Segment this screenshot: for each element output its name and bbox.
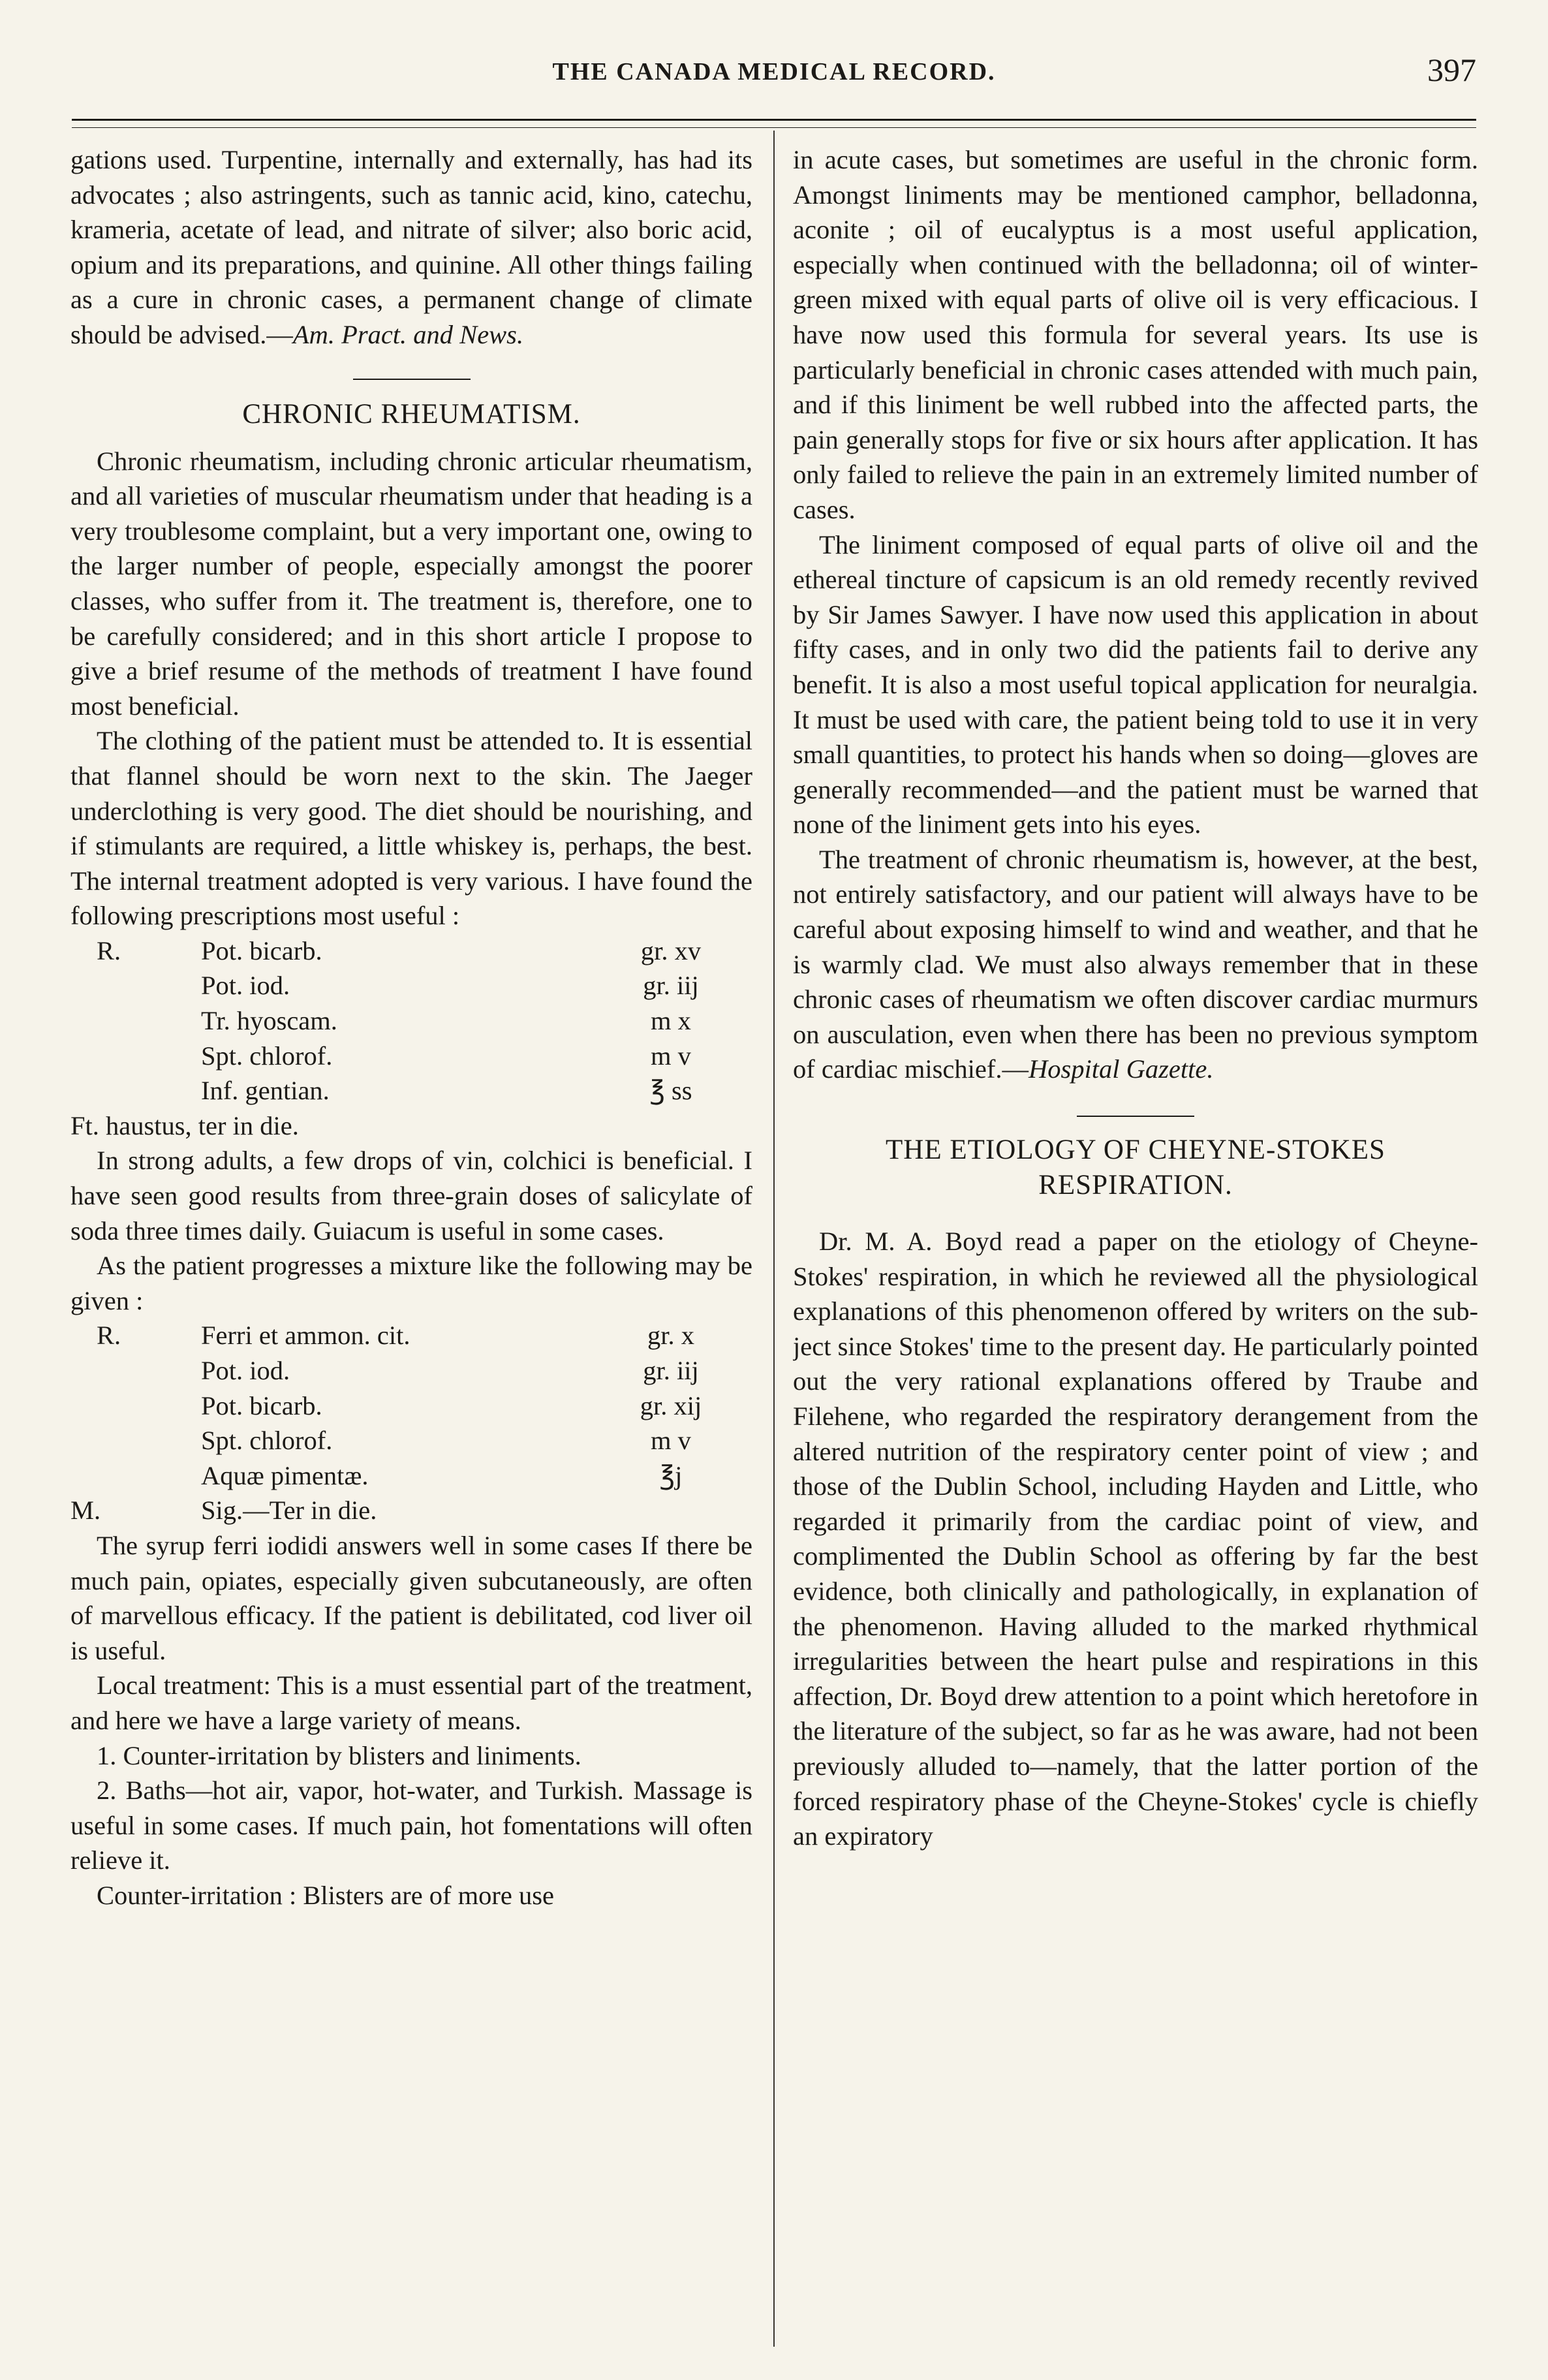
journal-title: THE CANADA MEDICAL RECORD. (552, 58, 996, 86)
rx-symbol: M. (70, 1495, 101, 1526)
prescription-line (70, 968, 752, 1003)
paragraph: in acute cases, but sometimes are useful in the chronic form. Amongst liniments may be mentioned camphor, belladonna, aconite ; oil of eucalyptus is a most useful application, especially when continued with the belladonna; oil of winter-green mixed with equal parts of olive oil is very efficacious. I have now used this formula for several years. Its use is particularly beneficial in chronic cases attended with much pain, and if this liniment be well rubbed into the affected parts, the pain generally stops for five or six hours after application. It has only failed to relieve the pain in an extremely limited number of cases. (793, 145, 1478, 524)
paragraph: The syrup ferri iodidi answers well in some cases If there be much pain, opiates, especially given subcutaneously, are often of marvellous efficacy. If the patient is debilitated, cod liver oil is useful. (70, 1530, 752, 1665)
prescription-direction: Ft. haustus, ter in die. (70, 1110, 299, 1140)
rx-drug: Tr. hyoscam. (201, 1006, 337, 1036)
article-heading: THE ETIOLOGY OF CHEYNE-STOKES RESPIRATION. (886, 1135, 1385, 1201)
paragraph: As the patient progresses a mixture like the following may be given : (70, 1251, 752, 1315)
rx-symbol: R. (97, 1321, 121, 1351)
rx-drug: Aquæ pimentæ. (201, 1460, 369, 1490)
rx-dose: m x (651, 1006, 691, 1036)
paragraph: Dr. M. A. Boyd read a paper on the etiology of Cheyne-Stokes' respiration, in which he reviewed all the physiological explanations of this phenomenon offered by writers on the subject since Stokes' time to the present day. He particularly pointed out the very rational explanations offered by Traube and Filehene, who regarded the respiratory derangement from the altered nutrition of the respiratory center point of view ; and those of the Dublin School, including Hayden and Little, who regarded it primarily from the cardiac point of view, and complimented the Dublin School as offering by far the best evidence, both clinically and pathologically, in explanation of the phenomenon. Having alluded to the marked rhythmical irregularities between the heart pulse and respirations in this affection, Dr. Boyd drew attention to a point which heretofore in the literature of the subject, so far as he was aware, had not been previously alluded to—namely, that the latter portion of the forced respiratory phase of the Cheyne-Stokes' cycle is chiefly an expiratory (793, 1227, 1478, 1851)
section-separator (1077, 1116, 1194, 1117)
paragraph: The clothing of the patient must be attended to. It is essential that flannel should be worn next to the skin. The Jaeger underclothing is very good. The diet should be nourishing, and if stimulants are required, a little whiskey is, perhaps, the best. The internal treatment adopted is very various. I have found the following prescriptions most useful : (70, 726, 752, 931)
rx-dose: gr. iij (643, 1356, 699, 1385)
prescription-line (70, 1003, 752, 1039)
prescription-line (70, 1493, 752, 1528)
prescription-line (70, 1073, 752, 1108)
prescription-line (70, 1039, 752, 1074)
paragraph-text: gations used. Turpentine, internally and externally, has had its advocates ; also astringents, such as tannic acid, kino, catechu, krameria, acetate of lead, and nitrate of silver; also boric acid, opium and its preparations, and quinine. All other things failing as a cure in chronic cases, a permanent change of climate should be advised.— (70, 145, 752, 349)
rx-dose: m v (651, 1426, 691, 1456)
rx-drug: Sig.—Ter in die. (201, 1495, 377, 1526)
rx-symbol: R. (97, 935, 121, 965)
list-item: 1. Counter-irritation by blisters and liniments. (97, 1740, 581, 1770)
prescription-1 (70, 933, 752, 1108)
rx-drug: Inf. gentian. (201, 1076, 330, 1106)
paragraph (793, 842, 1478, 1087)
paragraph (70, 142, 752, 352)
rx-dose: ℥ ss (649, 1076, 692, 1106)
rx-dose: gr. iij (643, 971, 699, 1001)
paragraph: Counter-irritation : Blisters are of more use (97, 1880, 554, 1910)
prescription-line (70, 1388, 752, 1424)
heading-text: CHRONIC RHEUMATISM. (242, 398, 581, 430)
column-divider (773, 131, 775, 2347)
prescription-line (70, 1318, 752, 1353)
rx-drug: Pot. bicarb. (201, 935, 322, 965)
rx-drug: Spt. chlorof. (201, 1426, 333, 1456)
rx-drug: Pot. bicarb. (201, 1390, 322, 1420)
citation: Am. Pract. and News. (292, 319, 524, 349)
paragraph: The liniment composed of equal parts of olive oil and the ethereal tincture of capsicum is an old remedy recently revived by Sir James Sawyer. I have now used this application in about fifty cases, and in only two did the patients fail to derive any benefit. It is also a most useful topical application for neuralgia. It must be used with care, the patient being told to use it in very small quantities, to protect his hands when so doing—gloves are generally recommended—and the patient must be warned that none of the liniment gets into his eyes. (793, 529, 1478, 839)
rx-dose: gr. xij (640, 1390, 702, 1420)
citation: Hospital Gazette. (1028, 1054, 1214, 1084)
prescription-line (70, 933, 752, 969)
prescription-line (70, 1458, 752, 1494)
running-head (72, 51, 1476, 103)
paragraph: Chronic rheumatism, including chronic articular rheumatism, and all varieties of muscular rheumatism under that heading is a very troublesome complaint, but a very important one, owing to the larger number of people, especially amongst the poorer classes, who suffer from it. The treatment is, therefore, one to be carefully considered; and in this short article I propose to give a brief resume of the methods of treatment I have found most beneficial. (70, 446, 752, 721)
article-heading (70, 379, 752, 432)
rx-drug: Pot. iod. (201, 1356, 290, 1385)
rx-drug: Spt. chlorof. (201, 1041, 333, 1071)
prescription-line (70, 1353, 752, 1388)
rx-drug: Pot. iod. (201, 971, 290, 1001)
left-column (70, 142, 752, 2349)
paragraph: In strong adults, a few drops of vin, colchici is beneficial. I have seen good results from three-grain doses of salicylate of soda three times daily. Guiacum is useful in some cases. (70, 1146, 752, 1245)
paragraph: Local treatment: This is a must essential part of the treatment, and here we have a large variety of means. (70, 1670, 752, 1735)
section-separator (353, 379, 471, 380)
rx-dose: ℥j (659, 1460, 683, 1490)
paragraph-text: The treatment of chronic rheumatism is, however, at the best, not entirely satisfactory, and our patient will always have to be careful about exposing himself to wind and weather, and that he is warmly clad. We must also always remember that in these chronic cases of rheumatism we often discover cardiac murmurs on ausculation, even when there has been no previous symptom of cardiac mischief.— (793, 844, 1478, 1084)
rx-drug: Ferri et ammon. cit. (201, 1321, 410, 1351)
right-column (793, 142, 1478, 2349)
list-item: 2. Baths—hot air, vapor, hot-water, and Turkish. Massage is useful in some cases. If much pain, hot fomentations will often relieve it. (70, 1776, 752, 1875)
prescription-line (70, 1423, 752, 1458)
rx-dose: gr. x (647, 1321, 694, 1351)
rx-dose: gr. xv (640, 935, 702, 965)
rx-dose: m v (651, 1041, 691, 1071)
header-rule (72, 119, 1476, 128)
prescription-2 (70, 1318, 752, 1528)
page-number: 397 (1427, 52, 1476, 88)
